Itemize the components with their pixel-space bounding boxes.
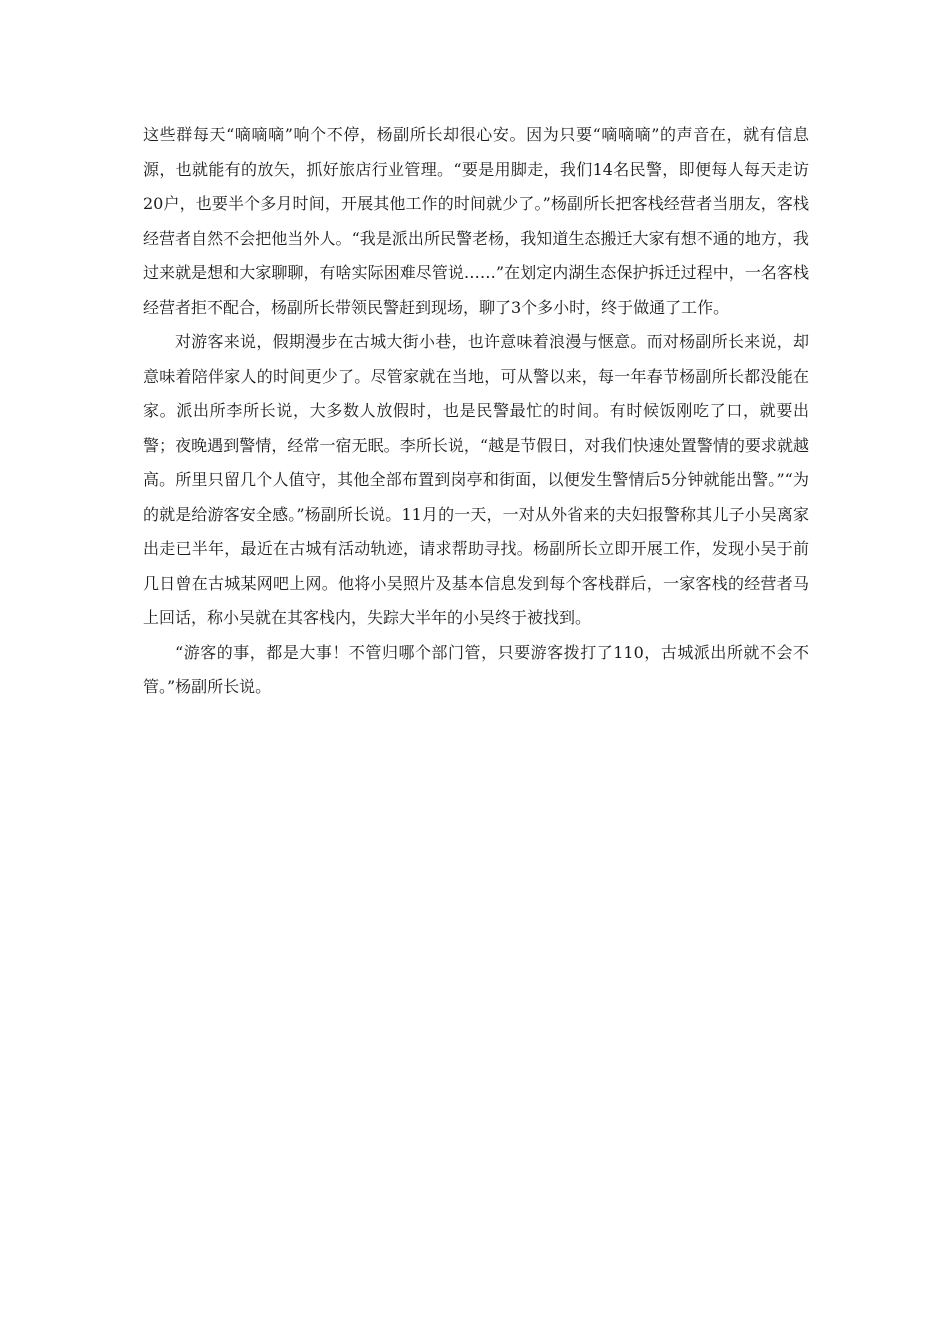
paragraph-1: 这些群每天“嘀嘀嘀”响个不停，杨副所长却很心安。因为只要“嘀嘀嘀”的声音在，就有信息源，也就能有的放矢，抓好旅店行业管理。“要是用脚走，我们14名民警，即便每人每天走访20户，也要半个多月时间，开展其他工作的时间就少了。”杨副所长把客栈经营者当朋友，客栈经营者自然不会把他当外人。“我是派出所民警老杨，我知道生态搬迁大家有想不通的地方，我过来就是想和大家聊聊，有啥实际困难尽管说……”在划定内湖生态保护拆迁过程中，一名客栈经营者拒不配合，杨副所长带领民警赶到现场，聊了3个多小时，终于做通了工作。 — [143, 125, 809, 317]
article-body — [143, 118, 809, 705]
paragraph-2: 对游客来说，假期漫步在古城大街小巷，也许意味着浪漫与惬意。而对杨副所长来说，却意味着陪伴家人的时间更少了。尽管家就在当地，可从警以来，每一年春节杨副所长都没能在家。派出所李所长说，大多数人放假时，也是民警最忙的时间。有时候饭刚吃了口，就要出警；夜晚遇到警情，经常一宿无眠。李所长说，“越是节假日，对我们快速处置警情的要求就越高。所里只留几个人值守，其他全部布置到岗亭和街面，以便发生警情后5分钟就能出警。”“为的就是给游客安全感。”杨副所长说。11月的一天，一对从外省来的夫妇报警称其儿子小吴离家出走已半年，最近在古城有活动轨迹，请求帮助寻找。杨副所长立即开展工作，发现小吴于前几日曾在古城某网吧上网。他将小吴照片及基本信息发到每个客栈群后，一家客栈的经营者马上回话，称小吴就在其客栈内，失踪大半年的小吴终于被找到。 — [143, 332, 809, 627]
paragraph-3: “游客的事，都是大事！不管归哪个部门管，只要游客拨打了110，古城派出所就不会不管。”杨副所长说。 — [143, 642, 809, 696]
